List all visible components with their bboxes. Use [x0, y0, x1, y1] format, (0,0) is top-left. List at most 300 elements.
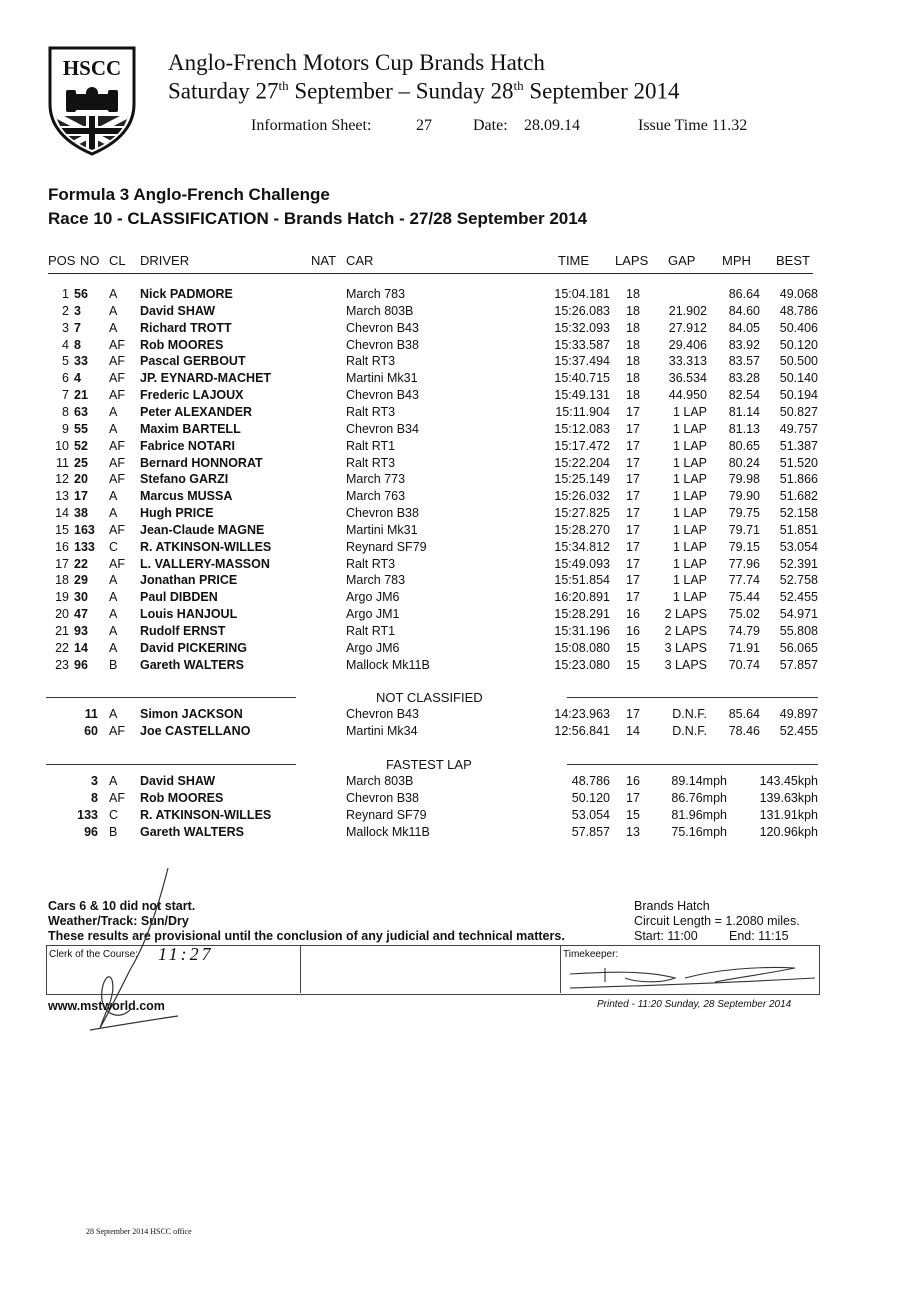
driver-cell: Gareth WALTERS: [140, 657, 244, 672]
mph-cell: 80.65: [728, 438, 760, 453]
lap-time-cell: 57.857: [571, 825, 610, 839]
class-cell: B: [109, 657, 118, 672]
best-lap-cell: 54.971: [779, 607, 818, 622]
gap-cell: 1 LAP: [672, 522, 707, 537]
col-car: CAR: [346, 253, 374, 268]
table-row: [0, 304, 920, 321]
info-sheet-label: Information Sheet:: [251, 117, 372, 134]
class-cell: A: [109, 774, 118, 788]
pos-cell: 1: [62, 287, 69, 301]
col-pos: POS: [48, 253, 76, 268]
timekeeper-signature: [565, 948, 825, 998]
laps-cell: 16: [626, 607, 640, 622]
car-cell: Chevron B43: [346, 320, 419, 335]
laps-cell: 17: [626, 506, 640, 521]
website-link[interactable]: www.mstworld.com: [48, 999, 165, 1013]
laps-cell: 17: [626, 438, 640, 453]
note-provisional: These results are provisional until the conclusion of any judicial and technical matters.: [48, 929, 565, 943]
table-row: [0, 540, 920, 557]
table-row: [0, 506, 920, 523]
car-number-cell: 3: [74, 303, 81, 318]
class-cell: A: [109, 320, 118, 335]
table-row: [0, 439, 920, 456]
laps-cell: 18: [626, 303, 640, 318]
laps-cell: 17: [626, 707, 640, 721]
office-stamp: 28 September 2014 HSCC office: [86, 1227, 192, 1236]
fl-rule-right: [567, 764, 818, 765]
lap-number-cell: 16: [626, 774, 640, 788]
class-cell: A: [109, 640, 118, 655]
best-lap-cell: 51.851: [779, 522, 818, 537]
time-cell: 15:34.812: [554, 539, 610, 554]
best-lap-cell: 51.682: [779, 489, 818, 504]
table-row: [0, 724, 920, 741]
laps-cell: 17: [626, 573, 640, 588]
class-cell: AF: [109, 522, 125, 537]
kph-cell: 143.45kph: [759, 774, 818, 788]
driver-cell: Rudolf ERNST: [140, 624, 226, 638]
class-cell: A: [109, 421, 118, 436]
class-cell: A: [109, 607, 118, 622]
mph-cell: 79.98: [728, 472, 760, 487]
best-lap-cell: 50.406: [779, 320, 818, 335]
event-dates: Saturday 27th September – Sunday 28th September 2014: [168, 78, 680, 104]
clerk-signature: [60, 860, 200, 1040]
laps-cell: 17: [626, 590, 640, 605]
table-row: [0, 791, 920, 808]
gap-cell: 1 LAP: [672, 472, 707, 487]
table-row: [0, 808, 920, 825]
printed-timestamp: Printed - 11:20 Sunday, 28 September 2014: [597, 999, 792, 1010]
mph-cell: 75.02: [728, 607, 760, 622]
class-cell: A: [109, 707, 118, 721]
car-number-cell: 21: [74, 388, 88, 403]
mph-cell: 79.75: [728, 506, 760, 521]
not-classified-heading: NOT CLASSIFIED: [376, 690, 483, 705]
driver-cell: Hugh PRICE: [140, 506, 214, 521]
car-number-cell: 55: [74, 421, 88, 436]
table-row: [0, 405, 920, 422]
driver-cell: David SHAW: [140, 303, 216, 318]
date-value: 28.09.14: [524, 117, 580, 134]
gap-cell: 1 LAP: [672, 539, 707, 554]
kph-cell: 131.91kph: [759, 808, 818, 822]
driver-cell: Fabrice NOTARI: [140, 438, 235, 453]
car-cell: Chevron B38: [346, 337, 419, 352]
pos-cell: 9: [62, 421, 69, 436]
mph-cell: 85.64: [728, 707, 760, 721]
driver-cell: R. ATKINSON-WILLES: [140, 808, 272, 822]
table-row: [0, 388, 920, 405]
table-row: [0, 472, 920, 489]
col-nat: NAT: [311, 253, 337, 268]
class-cell: A: [109, 624, 118, 638]
date-label: Date:: [473, 117, 508, 134]
laps-cell: 17: [626, 539, 640, 554]
best-lap-cell: 55.808: [779, 624, 818, 638]
time-cell: 15:28.291: [554, 607, 610, 622]
lap-number-cell: 17: [626, 791, 640, 805]
status-cell: D.N.F.: [672, 707, 707, 721]
note-did-not-start: Cars 6 & 10 did not start.: [48, 899, 196, 913]
table-row: [0, 624, 920, 641]
car-cell: Reynard SF79: [346, 808, 427, 822]
best-lap-cell: 49.897: [779, 707, 818, 721]
class-cell: A: [109, 404, 118, 419]
hscc-logo: [46, 44, 138, 156]
driver-cell: Nick PADMORE: [140, 287, 233, 301]
driver-cell: Jean-Claude MAGNE: [140, 522, 265, 537]
pos-cell: 7: [62, 388, 69, 403]
col-gap: GAP: [668, 253, 696, 268]
time-cell: 15:25.149: [554, 472, 610, 487]
col-cl: CL: [109, 253, 126, 268]
laps-cell: 17: [626, 455, 640, 470]
clerk-label: Clerk of the Course:: [49, 949, 138, 960]
gap-cell: 1 LAP: [672, 455, 707, 470]
mph-cell: 84.05: [728, 320, 760, 335]
time-cell: 15:12.083: [554, 421, 610, 436]
header-rule: [48, 273, 813, 274]
car-number-cell: 29: [74, 573, 88, 588]
class-cell: AF: [109, 337, 125, 352]
time-cell: 15:17.472: [554, 438, 610, 453]
laps-cell: 15: [626, 657, 640, 672]
mph-cell: 86.76mph: [671, 791, 727, 805]
driver-cell: David SHAW: [140, 774, 216, 788]
car-cell: March 803B: [346, 774, 414, 788]
car-cell: Martini Mk34: [346, 724, 418, 738]
car-number-cell: 25: [74, 455, 88, 470]
pos-cell: 21: [55, 624, 69, 638]
mph-cell: 77.96: [728, 556, 760, 571]
driver-cell: Rob MOORES: [140, 337, 224, 352]
laps-cell: 18: [626, 337, 640, 352]
laps-cell: 15: [626, 640, 640, 655]
fl-rule-left: [46, 764, 296, 765]
nc-rule-right: [567, 697, 818, 698]
class-cell: A: [109, 506, 118, 521]
gap-cell: 1 LAP: [672, 556, 707, 571]
best-lap-cell: 49.068: [779, 287, 818, 301]
time-cell: 15:33.587: [554, 337, 610, 352]
pos-cell: 4: [62, 337, 69, 352]
table-row: [0, 371, 920, 388]
car-cell: Martini Mk31: [346, 522, 418, 537]
driver-cell: JP. EYNARD-MACHET: [140, 371, 272, 386]
class-cell: A: [109, 287, 118, 301]
best-lap-cell: 48.786: [779, 303, 818, 318]
best-lap-cell: 49.757: [779, 421, 818, 436]
pos-cell: 16: [55, 539, 69, 554]
driver-cell: Marcus MUSSA: [140, 489, 233, 504]
pos-cell: 22: [55, 640, 69, 655]
mph-cell: 78.46: [728, 724, 760, 738]
laps-cell: 18: [626, 320, 640, 335]
end-time: End: 11:15: [729, 929, 789, 943]
class-cell: AF: [109, 455, 125, 470]
gap-cell: 1 LAP: [672, 421, 707, 436]
box-divider-1: [300, 945, 301, 993]
best-lap-cell: 52.455: [779, 590, 818, 605]
car-number-cell: 17: [74, 489, 88, 504]
col-mph: MPH: [722, 253, 751, 268]
pos-cell: 13: [55, 489, 69, 504]
start-time: Start: 11:00: [634, 929, 698, 943]
driver-cell: Pascal GERBOUT: [140, 354, 246, 369]
gap-cell: 27.912: [668, 320, 707, 335]
circuit-length: Circuit Length = 1.2080 miles.: [634, 914, 800, 928]
car-cell: Argo JM1: [346, 607, 400, 622]
time-cell: 15:23.080: [554, 657, 610, 672]
mph-cell: 70.74: [728, 657, 760, 672]
lap-number-cell: 13: [626, 825, 640, 839]
driver-cell: Frederic LAJOUX: [140, 388, 244, 403]
best-lap-cell: 51.520: [779, 455, 818, 470]
best-lap-cell: 51.387: [779, 438, 818, 453]
laps-cell: 17: [626, 472, 640, 487]
pos-cell: 6: [62, 371, 69, 386]
car-number-cell: 93: [74, 624, 88, 638]
mph-cell: 79.71: [728, 522, 760, 537]
pos-cell: 3: [62, 320, 69, 335]
class-cell: A: [109, 489, 118, 504]
gap-cell: 1 LAP: [672, 404, 707, 419]
kph-cell: 120.96kph: [759, 825, 818, 839]
driver-cell: Simon JACKSON: [140, 707, 243, 721]
car-number-cell: 8: [74, 337, 81, 352]
car-cell: March 783: [346, 287, 406, 301]
car-number-cell: 14: [74, 640, 88, 655]
best-lap-cell: 52.455: [779, 724, 818, 738]
lap-number-cell: 15: [626, 808, 640, 822]
gap-cell: 1 LAP: [672, 438, 707, 453]
car-number-cell: 38: [74, 506, 88, 521]
laps-cell: 17: [626, 421, 640, 436]
car-cell: Chevron B43: [346, 707, 419, 721]
car-number-cell: 163: [74, 522, 95, 537]
mph-cell: 81.96mph: [671, 808, 727, 822]
car-cell: Ralt RT3: [346, 404, 396, 419]
gap-cell: 2 LAPS: [664, 607, 707, 622]
car-number-cell: 96: [74, 657, 88, 672]
mph-cell: 82.54: [728, 388, 760, 403]
mph-cell: 80.24: [728, 455, 760, 470]
pos-cell: 18: [55, 573, 69, 588]
class-cell: AF: [109, 724, 125, 738]
table-row: [0, 607, 920, 624]
car-cell: Argo JM6: [346, 640, 400, 655]
mph-cell: 79.15: [728, 539, 760, 554]
car-number-cell: 47: [74, 607, 88, 622]
laps-cell: 14: [626, 724, 640, 738]
best-lap-cell: 51.866: [779, 472, 818, 487]
car-number-cell: 96: [84, 825, 98, 839]
laps-cell: 17: [626, 522, 640, 537]
time-cell: 14:23.963: [554, 707, 610, 721]
pos-cell: 20: [55, 607, 69, 622]
gap-cell: 1 LAP: [672, 489, 707, 504]
car-cell: Chevron B38: [346, 506, 419, 521]
time-cell: 15:49.093: [554, 556, 610, 571]
car-cell: March 803B: [346, 303, 414, 318]
mph-cell: 79.90: [728, 489, 760, 504]
car-cell: March 763: [346, 489, 406, 504]
kph-cell: 139.63kph: [759, 791, 818, 805]
fastest-lap-heading: FASTEST LAP: [386, 757, 472, 772]
table-row: [0, 590, 920, 607]
car-number-cell: 56: [74, 287, 88, 301]
car-number-cell: 133: [74, 539, 95, 554]
time-cell: 15:04.181: [554, 287, 610, 301]
time-cell: 15:49.131: [554, 388, 610, 403]
driver-cell: Stefano GARZI: [140, 472, 229, 487]
class-cell: AF: [109, 438, 125, 453]
table-row: [0, 641, 920, 658]
car-number-cell: 3: [91, 774, 98, 788]
table-row: [0, 338, 920, 355]
mph-cell: 75.44: [728, 590, 760, 605]
best-lap-cell: 52.158: [779, 506, 818, 521]
status-cell: D.N.F.: [672, 724, 707, 738]
gap-cell: 1 LAP: [672, 573, 707, 588]
mph-cell: 83.28: [728, 371, 760, 386]
car-number-cell: 133: [77, 808, 98, 822]
logo-text: HSCC: [62, 56, 122, 80]
car-cell: March 773: [346, 472, 406, 487]
laps-cell: 18: [626, 287, 640, 301]
time-cell: 15:40.715: [554, 371, 610, 386]
class-cell: AF: [109, 472, 125, 487]
time-cell: 15:32.093: [554, 320, 610, 335]
pos-cell: 17: [55, 556, 69, 571]
race-series-title: Formula 3 Anglo-French Challenge: [48, 185, 330, 204]
lap-time-cell: 48.786: [571, 774, 610, 788]
car-cell: Chevron B34: [346, 421, 419, 436]
gap-cell: 36.534: [668, 371, 707, 386]
car-cell: Ralt RT3: [346, 556, 396, 571]
class-cell: A: [109, 590, 118, 605]
driver-cell: Louis HANJOUL: [140, 607, 238, 622]
car-cell: Ralt RT1: [346, 624, 396, 638]
time-cell: 15:28.270: [554, 522, 610, 537]
driver-cell: David PICKERING: [140, 640, 247, 655]
best-lap-cell: 52.391: [779, 556, 818, 571]
mph-cell: 81.13: [728, 421, 760, 436]
table-row: [0, 774, 920, 791]
laps-cell: 18: [626, 388, 640, 403]
car-number-cell: 30: [74, 590, 88, 605]
class-cell: AF: [109, 388, 125, 403]
mph-cell: 86.64: [728, 287, 760, 301]
laps-cell: 17: [626, 489, 640, 504]
driver-cell: L. VALLERY-MASSON: [140, 556, 270, 571]
driver-cell: Joe CASTELLANO: [140, 724, 251, 738]
car-number-cell: 60: [84, 724, 98, 738]
mph-cell: 81.14: [728, 404, 760, 419]
lap-time-cell: 50.120: [571, 791, 610, 805]
table-row: [0, 354, 920, 371]
mph-cell: 71.91: [728, 640, 760, 655]
class-cell: A: [109, 303, 118, 318]
col-no: NO: [80, 253, 100, 268]
car-cell: Reynard SF79: [346, 539, 427, 554]
class-cell: C: [109, 808, 119, 822]
car-number-cell: 22: [74, 556, 88, 571]
mph-cell: 75.16mph: [671, 825, 727, 839]
pos-cell: 11: [56, 455, 69, 470]
best-lap-cell: 53.054: [779, 539, 818, 554]
car-cell: Ralt RT1: [346, 438, 396, 453]
best-lap-cell: 52.758: [779, 573, 818, 588]
car-number-cell: 11: [84, 707, 98, 721]
driver-cell: Bernard HONNORAT: [140, 455, 263, 470]
gap-cell: 3 LAPS: [664, 640, 707, 655]
col-laps: LAPS: [615, 253, 649, 268]
table-row: [0, 456, 920, 473]
pos-cell: 8: [62, 404, 69, 419]
time-cell: 15:37.494: [554, 354, 610, 369]
gap-cell: 1 LAP: [672, 506, 707, 521]
table-row: [0, 489, 920, 506]
laps-cell: 18: [626, 371, 640, 386]
laps-cell: 17: [626, 404, 640, 419]
time-cell: 12:56.841: [554, 724, 610, 738]
col-best: BEST: [776, 253, 810, 268]
pos-cell: 10: [55, 438, 69, 453]
gap-cell: 21.902: [668, 303, 707, 318]
car-cell: Mallock Mk11B: [346, 825, 430, 839]
gap-cell: 3 LAPS: [664, 657, 707, 672]
time-cell: 16:20.891: [554, 590, 610, 605]
car-cell: Chevron B43: [346, 388, 419, 403]
best-lap-cell: 57.857: [779, 657, 818, 672]
class-cell: B: [109, 825, 118, 839]
car-cell: Chevron B38: [346, 791, 419, 805]
car-number-cell: 20: [74, 472, 88, 487]
car-number-cell: 52: [74, 438, 88, 453]
table-row: [0, 707, 920, 724]
driver-cell: Rob MOORES: [140, 791, 224, 805]
best-lap-cell: 50.827: [779, 404, 818, 419]
table-row: [0, 557, 920, 574]
best-lap-cell: 50.194: [779, 388, 818, 403]
pos-cell: 14: [55, 506, 69, 521]
time-cell: 15:51.854: [554, 573, 610, 588]
class-cell: AF: [109, 354, 125, 369]
driver-cell: Paul DIBDEN: [140, 590, 218, 605]
mph-cell: 89.14mph: [671, 774, 727, 788]
col-time: TIME: [558, 253, 590, 268]
car-number-cell: 33: [74, 354, 88, 369]
car-number-cell: 7: [74, 320, 81, 335]
mph-cell: 83.92: [728, 337, 760, 352]
table-row: [0, 422, 920, 439]
mph-cell: 74.79: [728, 624, 760, 638]
car-number-cell: 8: [91, 791, 98, 805]
clerk-handwritten-time: 11:27: [158, 944, 214, 964]
class-cell: A: [109, 573, 118, 588]
class-cell: AF: [109, 556, 125, 571]
mph-cell: 84.60: [728, 303, 760, 318]
gap-cell: 33.313: [668, 354, 707, 369]
pos-cell: 5: [62, 354, 69, 369]
issue-time: Issue Time 11.32: [638, 117, 748, 134]
car-cell: Martini Mk31: [346, 371, 418, 386]
lap-time-cell: 53.054: [571, 808, 610, 822]
pos-cell: 19: [55, 590, 69, 605]
pos-cell: 12: [55, 472, 69, 487]
